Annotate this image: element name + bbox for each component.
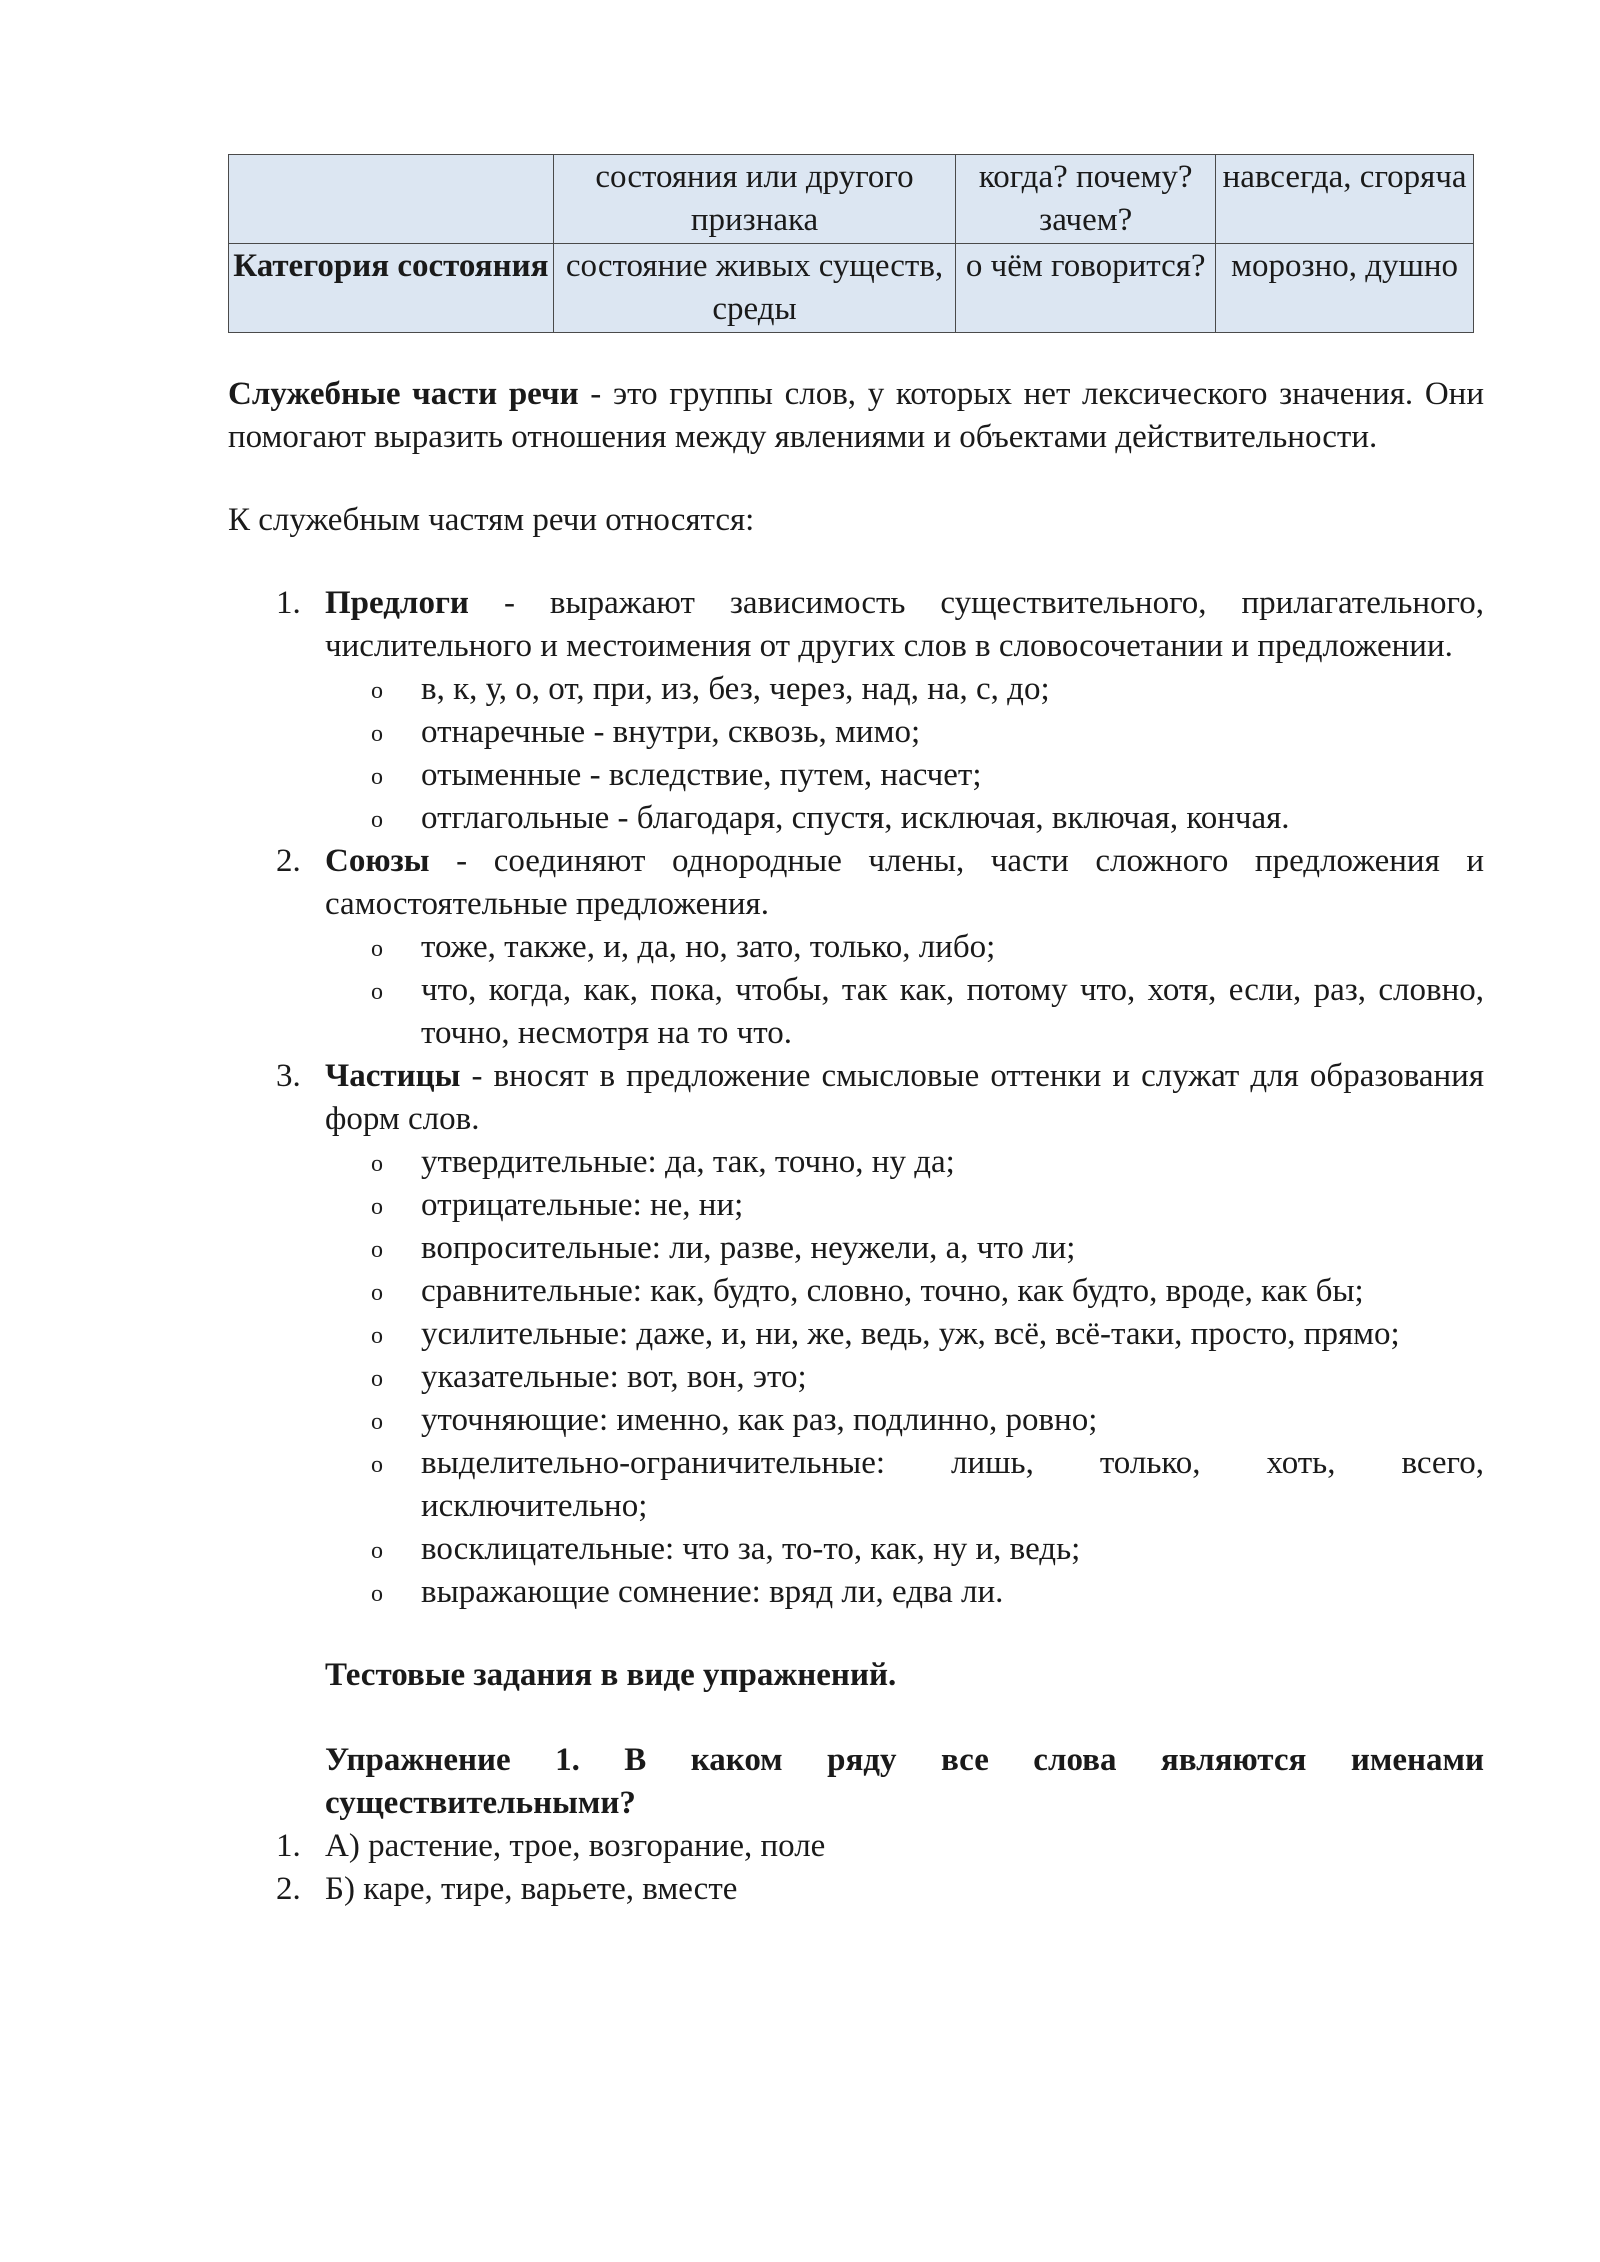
answer-text: Б) каре, тире, варьете, вместе <box>325 1871 738 1907</box>
answer-list <box>228 1825 1478 1911</box>
list-item <box>325 1356 1484 1399</box>
parts-of-speech-table <box>228 154 1474 333</box>
table-cell-examples: навсегда, сгоряча <box>1216 155 1474 244</box>
sub-list <box>325 668 1484 840</box>
sub-list <box>325 926 1484 1055</box>
list-item <box>325 969 1484 1055</box>
section-text <box>325 582 1484 668</box>
bullet-icon: o <box>371 1237 383 1263</box>
list-item <box>325 1442 1484 1528</box>
list-item-text: утвердительные: да, так, точно, ну да; <box>421 1144 955 1180</box>
list-item-text: в, к, у, о, от, при, из, без, через, над, на, с, до; <box>421 671 1050 707</box>
section-text <box>325 1055 1484 1141</box>
bullet-icon: o <box>371 807 383 833</box>
section-text <box>325 840 1484 926</box>
intro-text: - это группы слов, у которых нет лексического значения. Они помогают выразить отношения между явлениями и объектами действительности. <box>228 376 1484 455</box>
list-item <box>325 711 1484 754</box>
list-number: 1. <box>276 585 301 621</box>
list-item-text: выделительно-ограничительные: лишь, только, хоть, всего, исключительно; <box>421 1445 1484 1524</box>
list-item-text: вопросительные: ли, разве, неужели, а, что ли; <box>421 1230 1076 1266</box>
list-item-text: указательные: вот, вон, это; <box>421 1359 807 1395</box>
bullet-icon: o <box>371 979 383 1005</box>
bullet-icon: o <box>371 1452 383 1478</box>
list-item <box>325 754 1484 797</box>
table-row <box>229 244 1474 333</box>
table-cell-questions: о чём говорится? <box>956 244 1216 333</box>
list-item <box>325 926 1484 969</box>
list-item-text: что, когда, как, пока, чтобы, так как, потому что, хотя, если, раз, словно, точно, несмотря на то что. <box>421 972 1484 1051</box>
bullet-icon: o <box>371 1581 383 1607</box>
list-item-text: отглагольные - благодаря, спустя, исключая, включая, кончая. <box>421 800 1290 836</box>
service-parts-list <box>228 582 1484 1614</box>
bullet-icon: o <box>371 1538 383 1564</box>
section-term: Частицы <box>325 1058 461 1094</box>
list-item <box>325 1399 1484 1442</box>
list-item <box>325 1270 1484 1313</box>
bullet-icon: o <box>371 1366 383 1392</box>
list-item-particles <box>228 1055 1484 1614</box>
bullet-icon: o <box>371 764 383 790</box>
answer-option <box>228 1825 1478 1868</box>
bullet-icon: o <box>371 1409 383 1435</box>
list-item <box>325 1184 1484 1227</box>
exercise-title: Упражнение 1. В каком ряду все слова являются именами существительными? <box>325 1742 1484 1821</box>
list-item-text: отнаречные - внутри, сквозь, мимо; <box>421 714 921 750</box>
answer-text: А) растение, трое, возгорание, поле <box>325 1828 826 1864</box>
table-cell-meaning: состояния или другого признака <box>553 155 956 244</box>
section-term: Предлоги <box>325 585 469 621</box>
table-row <box>229 155 1474 244</box>
list-number: 2. <box>276 843 301 879</box>
list-item-text: уточняющие: именно, как раз, подлинно, ровно; <box>421 1402 1098 1438</box>
table-cell-examples: морозно, душно <box>1216 244 1474 333</box>
document-page <box>228 154 1484 1911</box>
list-number: 1. <box>276 1828 301 1864</box>
list-item <box>325 1528 1484 1571</box>
list-number: 2. <box>276 1871 301 1907</box>
list-item <box>325 1313 1484 1356</box>
bullet-icon: o <box>371 1194 383 1220</box>
section-description: - вносят в предложение смысловые оттенки и служат для образования форм слов. <box>325 1058 1484 1137</box>
table-cell-category <box>229 155 554 244</box>
bullet-icon: o <box>371 1151 383 1177</box>
list-item <box>325 668 1484 711</box>
table-cell-meaning: состояние живых существ, среды <box>553 244 956 333</box>
list-item <box>325 1571 1484 1614</box>
bullet-icon: o <box>371 936 383 962</box>
list-item-text: усилительные: даже, и, ни, же, ведь, уж, всё, всё-таки, просто, прямо; <box>421 1316 1400 1352</box>
list-item-text: сравнительные: как, будто, словно, точно, как будто, вроде, как бы; <box>421 1273 1364 1309</box>
list-item-conjunctions <box>228 840 1484 1055</box>
sub-list <box>325 1141 1484 1614</box>
list-item-text: тоже, также, и, да, но, зато, только, либо; <box>421 929 996 965</box>
lead-paragraph: К служебным частям речи относятся: <box>228 502 755 538</box>
list-item-text: восклицательные: что за, то-то, как, ну и, ведь; <box>421 1531 1081 1567</box>
section-description: - соединяют однородные члены, части сложного предложения и самостоятельные предложения. <box>325 843 1484 922</box>
bullet-icon: o <box>371 1280 383 1306</box>
section-description: - выражают зависимость существительного, прилагательного, числительного и местоимения от других слов в словосочетании и предложении. <box>325 585 1484 664</box>
bullet-icon: o <box>371 1323 383 1349</box>
table-cell-category: Категория состояния <box>229 244 554 333</box>
answer-option <box>228 1868 1478 1911</box>
table-cell-questions: когда? почему? зачем? <box>956 155 1216 244</box>
bullet-icon: o <box>371 678 383 704</box>
intro-term: Служебные части речи <box>228 376 579 412</box>
list-item-text: отрицательные: не, ни; <box>421 1187 744 1223</box>
list-number: 3. <box>276 1058 301 1094</box>
tests-heading: Тестовые задания в виде упражнений. <box>325 1657 897 1693</box>
list-item <box>325 797 1484 840</box>
list-item <box>325 1141 1484 1184</box>
bullet-icon: o <box>371 721 383 747</box>
list-item-text: выражающие сомнение: вряд ли, едва ли. <box>421 1574 1004 1610</box>
list-item-prepositions <box>228 582 1484 840</box>
list-item-text: отыменные - вследствие, путем, насчет; <box>421 757 982 793</box>
list-item <box>325 1227 1484 1270</box>
intro-paragraph <box>228 373 1484 459</box>
section-term: Союзы <box>325 843 430 879</box>
